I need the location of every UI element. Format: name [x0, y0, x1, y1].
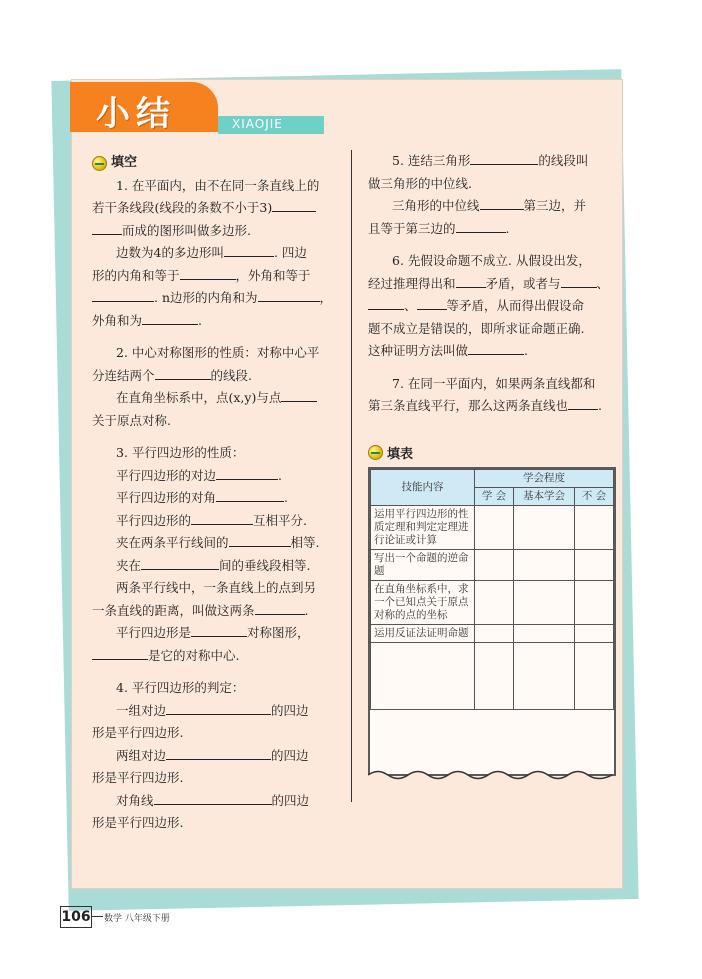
- cell[interactable]: [475, 506, 514, 550]
- blank[interactable]: [216, 466, 278, 480]
- blank[interactable]: [191, 623, 247, 637]
- table-row-empty: [371, 643, 614, 710]
- blank[interactable]: [456, 274, 486, 288]
- cell[interactable]: [514, 581, 575, 625]
- blank[interactable]: [166, 701, 271, 715]
- blank[interactable]: [561, 274, 597, 288]
- cell[interactable]: [475, 625, 514, 643]
- blank[interactable]: [272, 198, 316, 212]
- table-section-heading: [368, 443, 413, 462]
- header-basic: 基本学会: [514, 488, 575, 506]
- blank[interactable]: [229, 533, 291, 547]
- book-title: 数学 八年级下册: [104, 914, 170, 924]
- blank[interactable]: [255, 601, 305, 615]
- blank[interactable]: [224, 243, 274, 257]
- cell[interactable]: [475, 550, 514, 581]
- table-row: 运用反证法证明命题: [371, 625, 614, 643]
- blank[interactable]: [258, 288, 320, 302]
- blank[interactable]: [191, 511, 253, 525]
- blank[interactable]: [470, 151, 538, 165]
- blank[interactable]: [417, 296, 447, 310]
- blank[interactable]: [368, 296, 404, 310]
- item-3: 3. 平行四边形的性质：: [116, 445, 245, 460]
- blank[interactable]: [216, 488, 284, 502]
- item-2: 2. 中心对称图形的性质：对称中心平: [116, 345, 320, 360]
- header-learned: 学 会: [475, 488, 514, 506]
- page-title: 小结: [96, 94, 176, 134]
- page-number: 106: [60, 906, 92, 928]
- table-row: 写出一个命题的逆命题: [371, 550, 614, 581]
- blank[interactable]: [166, 746, 271, 760]
- item-5: 5. 连结三角形 的线段叫: [392, 153, 589, 168]
- item-4: 4. 平行四边形的判定：: [116, 680, 245, 695]
- item-1: 1. 在平面内，由不在同一条直线上的: [116, 177, 320, 193]
- right-column: 5. 连结三角形 的线段叫 做三角形的中位线. 三角形的中位线 第三边，并 且等于第三边的 . 6. 先假设命题不成立. 从假设出发， 经过推理得出和 矛盾，或者与 、 、 等矛盾，从而得出假设命 题不成立是错误的，即所求证命题正确. 这种证明方法叫做 . 7. 在同一平面内，如果两条直线都和 第三条直线平行，那么这两条直线也 .: [368, 150, 618, 418]
- title-pinyin: XIAOJIE: [232, 117, 283, 131]
- cell[interactable]: [574, 506, 613, 550]
- blank[interactable]: [155, 366, 211, 380]
- blank[interactable]: [456, 219, 506, 233]
- table-row: 运用平行四边形的性质定理和判定定理进行论证或计算: [371, 506, 614, 550]
- bulb-icon: [92, 156, 107, 171]
- column-divider: [351, 150, 352, 802]
- cell[interactable]: [514, 550, 575, 581]
- blank[interactable]: [180, 266, 236, 280]
- left-column: 填空 1. 在平面内，由不在同一条直线上的 若干条线段(线段的条数不小于3) 而成的图形叫做多边形. 边数为4的多边形叫 . 四边 形的内角和等于 ，外角和等于 . n边形的内角和为 ， 外角和为 . 2. 中心对称图形的性质：对称中心平 分连结两个 的线段. 在直角坐标系中，点(x,y)与点 关于原点对称. 3. 平行四边形的性质： 平行四边形的对边 . 平行四边形的对角 . 平行四边形的 互相平分. 夹在两条平行线间的 相等. 夹在 间的垂线段相等. 两条平行线中，一条直线上的点到另 一条直线的距离，叫做这两条 . 平行四边形是 对称图形， 是它的对称中心. 4. 平行四边形的判定： 一组对边 的四边 形是平行四边形. 两组对边 的四边 形是平行四边形. 对角线 的四边 形是平行四边形.: [92, 152, 344, 835]
- table-row: 在直角坐标系中，求一个已知点关于原点对称的点的坐标: [371, 581, 614, 625]
- blank[interactable]: [142, 311, 198, 325]
- blank[interactable]: [568, 396, 598, 410]
- blank[interactable]: [480, 196, 524, 210]
- item-6: 6. 先假设命题不成立. 从假设出发，: [392, 253, 591, 268]
- skill-table: [368, 467, 616, 776]
- blank[interactable]: [468, 341, 524, 355]
- blank[interactable]: [92, 288, 154, 302]
- table-section-label: 填表: [387, 447, 414, 462]
- blank[interactable]: [281, 388, 317, 402]
- blank[interactable]: [154, 791, 272, 805]
- cell[interactable]: [514, 625, 575, 643]
- torn-edge: [368, 768, 612, 782]
- cell[interactable]: [574, 550, 613, 581]
- fill-section-label: 填空: [111, 155, 138, 170]
- header-group: 学会程度: [475, 470, 614, 488]
- blank[interactable]: [92, 221, 122, 235]
- item-7: 7. 在同一平面内，如果两条直线都和: [392, 375, 596, 391]
- cell[interactable]: [514, 506, 575, 550]
- cell[interactable]: [574, 625, 613, 643]
- cell[interactable]: [475, 581, 514, 625]
- footer-rule: [91, 916, 103, 917]
- fill-section-heading: [92, 152, 344, 175]
- cell[interactable]: [574, 581, 613, 625]
- blank[interactable]: [92, 646, 148, 660]
- header-skill: 技能内容: [371, 470, 475, 506]
- bulb-icon: [368, 445, 383, 460]
- blank[interactable]: [141, 556, 219, 570]
- header-not: 不 会: [574, 488, 613, 506]
